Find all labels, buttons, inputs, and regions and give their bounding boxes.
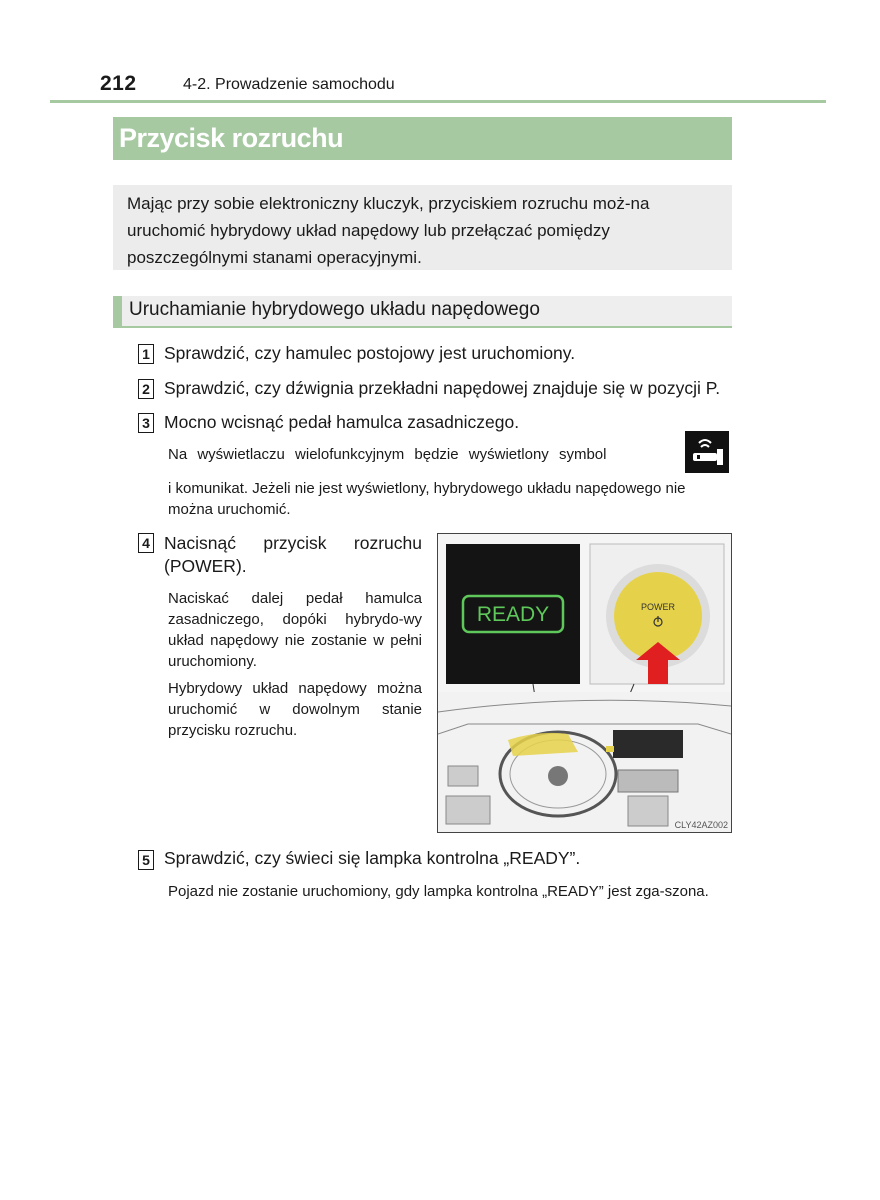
- section-title: Przycisk rozruchu: [119, 123, 344, 153]
- smart-key-icon: [685, 431, 729, 473]
- step-note: Na wyświetlaczu wielofunkcyjnym będzie wyświetlony symbol: [168, 446, 607, 463]
- intro-text: Mając przy sobie elektroniczny kluczyk, przyciskiem rozruchu moż-na uruchomić hybrydowy układ napędowy lub przełączać pomiędzy poszczególnymi stanami operacyjnymi.: [127, 194, 650, 267]
- step-number: 3: [138, 413, 154, 433]
- step-text: Mocno wcisnąć pedał hamulca zasadniczego.: [164, 412, 520, 432]
- ready-indicator-label: READY: [476, 603, 550, 626]
- center-screen: [613, 730, 683, 758]
- step-text: Nacisnąć przycisk rozruchu (POWER).: [164, 533, 422, 576]
- step-number: 5: [138, 850, 154, 870]
- step-note: Hybrydowy układ napędowy można uruchomić w dowolnym stanie przycisku rozruchu.: [168, 680, 422, 739]
- step-number: 2: [138, 379, 154, 399]
- illustration-drawing: [438, 534, 731, 832]
- step-note: Naciskać dalej pedał hamulca zasadniczego, dopóki hybrydo-wy układ napędowy nie zostanie w pełni uruchomiony.: [168, 590, 422, 670]
- section-title-bar: [113, 117, 732, 160]
- step-text: Sprawdzić, czy hamulec postojowy jest uruchomiony.: [164, 343, 576, 363]
- subsection-title: Uruchamianie hybrydowego układu napędowego: [129, 299, 540, 320]
- step-note: i komunikat. Jeżeli nie jest wyświetlony, hybrydowego układu napędowego nie można uruchomić.: [168, 480, 686, 518]
- center-console: [618, 770, 678, 792]
- subsection-accent: [113, 296, 122, 326]
- step-number: 4: [138, 533, 154, 553]
- power-button-label: POWER: [640, 602, 676, 612]
- figure-code: CLY42AZ002: [674, 820, 728, 830]
- subsection-title-bar: [113, 296, 732, 328]
- power-button-illustration: [437, 533, 732, 833]
- header-rule: [50, 100, 826, 103]
- chapter-title: 4-2. Prowadzenie samochodu: [183, 76, 395, 93]
- step-note: Pojazd nie zostanie uruchomiony, gdy lampka kontrolna „READY” jest zga-szona.: [168, 883, 709, 900]
- intro-box: [113, 185, 732, 270]
- step-text: Sprawdzić, czy świeci się lampka kontrolna „READY”.: [164, 848, 581, 868]
- step-number: 1: [138, 344, 154, 364]
- steering-hub: [548, 766, 568, 786]
- highlighted-power-button: [606, 746, 614, 752]
- step-text: Sprawdzić, czy dźwignia przekładni napędowej znajduje się w pozycji P.: [164, 378, 721, 398]
- page-number: 212: [100, 72, 137, 95]
